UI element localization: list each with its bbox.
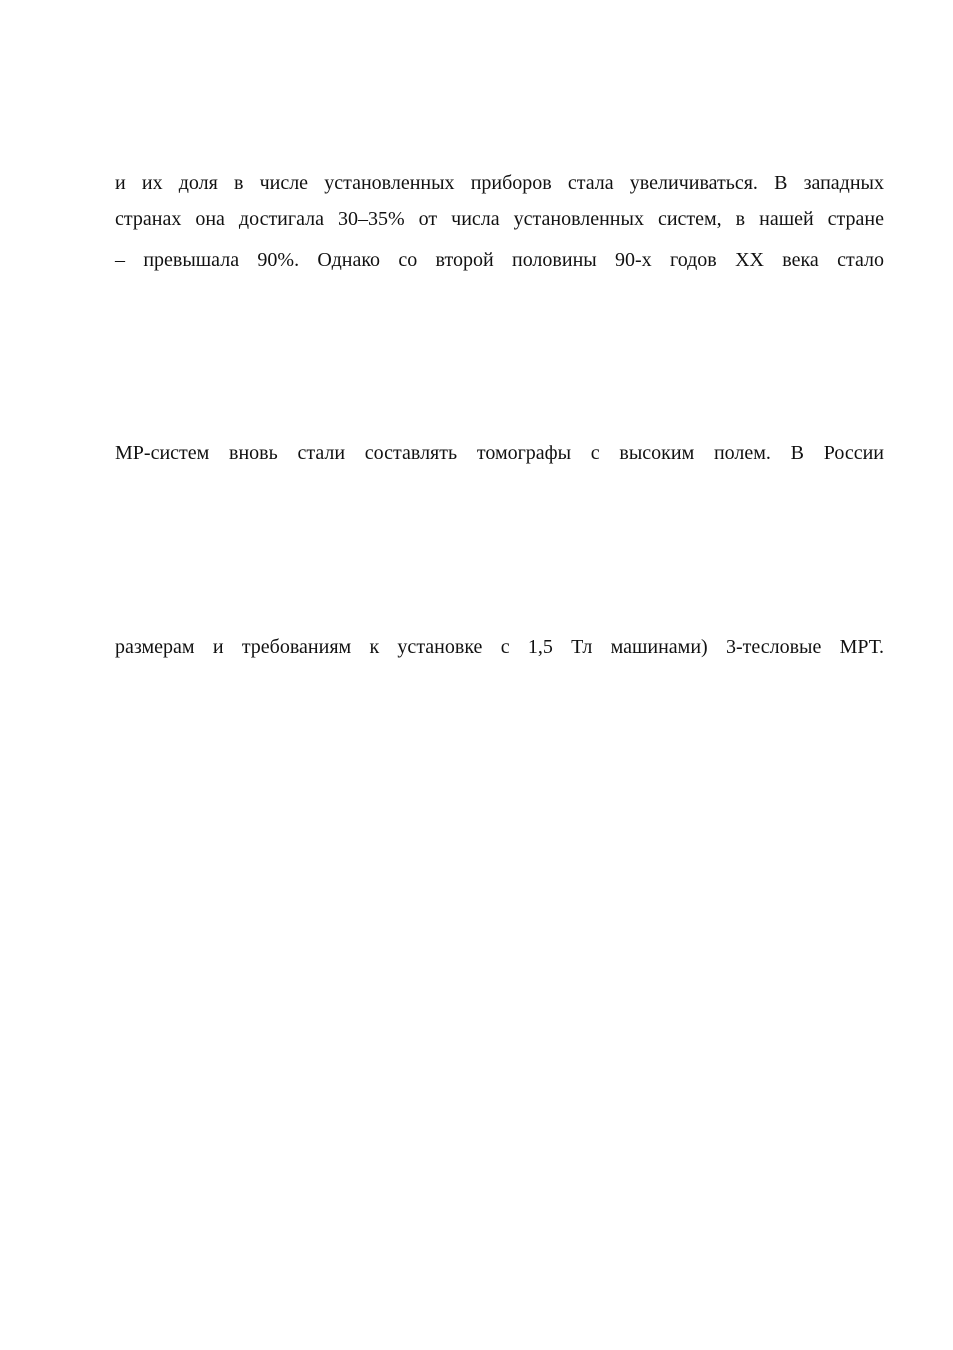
text-line-2: странах она достигала 30–35% от числа установленных систем, в нашей стране: [115, 208, 884, 230]
text-line-1: и их доля в числе установленных приборов стала увеличиваться. В западных: [115, 172, 884, 194]
text-line-4: МР-систем вновь стали составлять томографы с высоким полем. В России: [115, 442, 884, 464]
text-line-5: размерам и требованиям к установке с 1,5 Тл машинами) 3-тесловые МРТ.: [115, 636, 884, 658]
text-line-3: – превышала 90%. Однако со второй половины 90-х годов XX века стало: [115, 249, 884, 271]
